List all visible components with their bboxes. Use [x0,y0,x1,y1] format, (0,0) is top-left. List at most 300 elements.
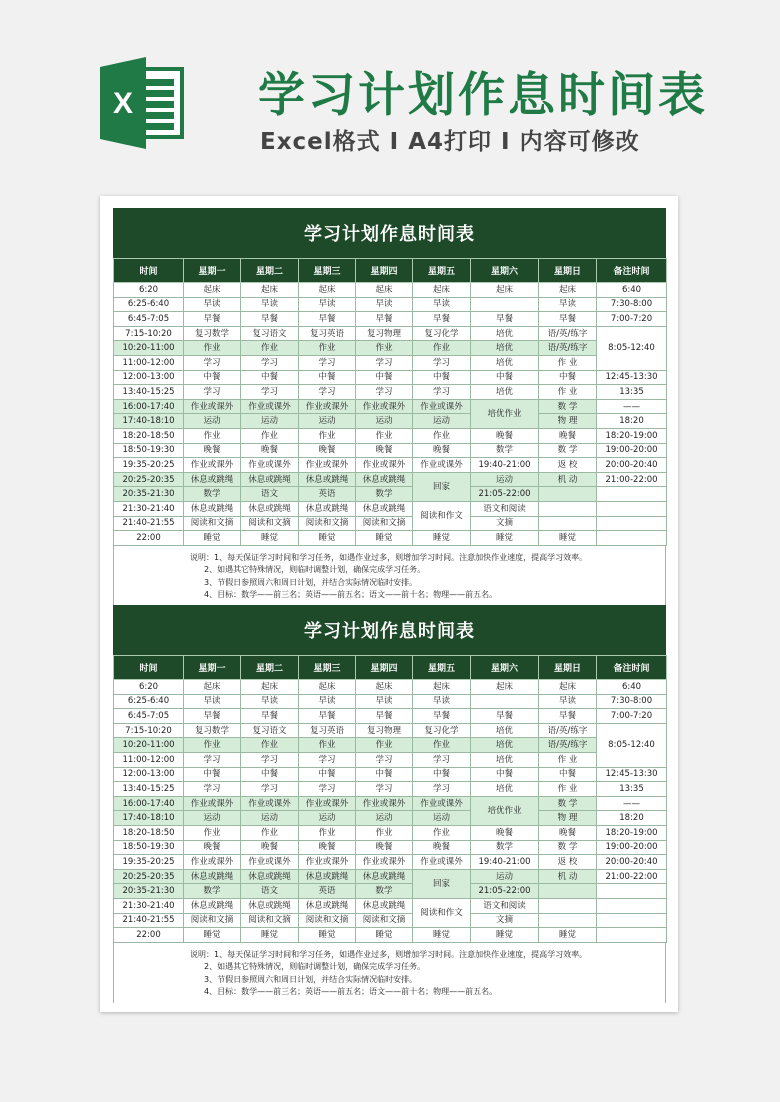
schedule-cell[interactable]: 培优 [471,355,539,370]
schedule-cell[interactable]: 12:45-13:30 [597,370,667,385]
time-cell[interactable]: 6:20 [114,283,184,298]
time-cell[interactable]: 22:00 [114,531,184,546]
schedule-cell[interactable] [597,516,667,531]
schedule-cell[interactable]: 中餐 [356,370,413,385]
time-cell[interactable]: 21:40-21:55 [114,516,184,531]
schedule-cell[interactable]: 睡觉 [539,531,597,546]
schedule-cell[interactable]: 睡觉 [356,531,413,546]
time-cell[interactable]: 20:25-20:35 [114,869,184,884]
schedule-cell[interactable]: 培优 [471,782,539,797]
schedule-cell[interactable]: 复习语文 [241,326,299,341]
time-cell[interactable]: 21:30-21:40 [114,501,184,516]
schedule-cell[interactable]: 数学 [184,884,241,899]
schedule-cell[interactable] [597,884,667,899]
schedule-cell[interactable]: 作业或课外 [241,796,299,811]
schedule-cell[interactable]: 作业或课外 [356,855,413,870]
time-cell[interactable]: 16:00-17:40 [114,399,184,414]
schedule-cell[interactable]: 运动 [471,472,539,487]
schedule-cell[interactable]: 学习 [241,355,299,370]
schedule-cell[interactable]: 起床 [539,283,597,298]
schedule-cell[interactable]: 起床 [299,680,356,695]
time-cell[interactable]: 19:35-20:25 [114,855,184,870]
schedule-cell[interactable]: 英语 [299,884,356,899]
time-cell[interactable]: 10:20-11:00 [114,341,184,356]
time-cell[interactable]: 12:00-13:00 [114,767,184,782]
time-cell[interactable]: 11:00-12:00 [114,752,184,767]
schedule-cell[interactable]: 作业或课外 [299,796,356,811]
time-cell[interactable]: 22:00 [114,928,184,943]
time-cell[interactable]: 20:35-21:30 [114,884,184,899]
schedule-cell[interactable]: 学习 [356,355,413,370]
schedule-cell[interactable]: 作业 [241,428,299,443]
schedule-cell[interactable]: 中餐 [299,370,356,385]
schedule-cell[interactable]: 作业 [184,341,241,356]
schedule-cell[interactable]: 睡觉 [413,531,471,546]
schedule-cell[interactable]: 作业或课外 [413,458,471,473]
schedule-cell[interactable]: 晚餐 [241,840,299,855]
schedule-cell[interactable]: 起床 [184,680,241,695]
schedule-cell[interactable]: 学习 [241,385,299,400]
schedule-cell[interactable]: 早读 [539,297,597,312]
schedule-cell[interactable]: 培优 [471,752,539,767]
schedule-cell[interactable]: 起床 [471,680,539,695]
schedule-cell[interactable]: 作业或课外 [184,796,241,811]
schedule-cell[interactable]: 运动 [184,414,241,429]
time-cell[interactable]: 7:15-10:20 [114,326,184,341]
time-cell[interactable]: 6:20 [114,680,184,695]
schedule-cell[interactable]: 语/英/练字 [539,723,597,738]
schedule-cell[interactable]: 作业或课外 [184,399,241,414]
schedule-cell[interactable]: 阅读和文摘 [184,516,241,531]
schedule-cell[interactable]: 学习 [413,752,471,767]
schedule-cell[interactable]: 中餐 [539,370,597,385]
schedule-cell[interactable]: 培优 [471,385,539,400]
schedule-cell[interactable] [539,913,597,928]
time-cell[interactable]: 17:40-18:10 [114,414,184,429]
schedule-cell[interactable] [597,928,667,943]
schedule-cell[interactable]: 语/英/练字 [539,341,597,356]
schedule-cell[interactable]: 8:05-12:40 [597,326,667,370]
schedule-cell[interactable]: 晚餐 [471,825,539,840]
schedule-cell[interactable]: 晚餐 [413,443,471,458]
schedule-cell[interactable]: 7:30-8:00 [597,297,667,312]
schedule-cell[interactable]: 作业或课外 [241,399,299,414]
schedule-cell[interactable]: 语/英/练字 [539,326,597,341]
schedule-cell[interactable]: 语文 [241,487,299,502]
schedule-cell[interactable]: 中餐 [471,370,539,385]
schedule-cell[interactable]: 作业 [356,825,413,840]
schedule-cell[interactable] [471,694,539,709]
schedule-cell[interactable]: 语文 [241,884,299,899]
schedule-cell[interactable]: 复习物理 [356,723,413,738]
schedule-cell[interactable]: 作 业 [539,782,597,797]
schedule-cell[interactable]: 晚餐 [356,443,413,458]
schedule-cell[interactable]: 中餐 [241,767,299,782]
schedule-cell[interactable]: 休息或跳绳 [299,472,356,487]
schedule-cell[interactable]: 18:20-19:00 [597,428,667,443]
schedule-cell[interactable]: 数学 [471,840,539,855]
time-cell[interactable]: 6:25-6:40 [114,694,184,709]
schedule-cell[interactable]: 中餐 [471,767,539,782]
schedule-cell[interactable] [539,898,597,913]
schedule-cell[interactable]: 晚餐 [539,825,597,840]
schedule-cell[interactable]: 19:00-20:00 [597,840,667,855]
schedule-cell[interactable]: 学习 [299,752,356,767]
schedule-cell[interactable]: 18:20 [597,811,667,826]
schedule-cell[interactable]: 作业 [413,825,471,840]
schedule-cell[interactable]: 7:30-8:00 [597,694,667,709]
schedule-cell[interactable]: 学习 [356,752,413,767]
schedule-cell[interactable]: 复习化学 [413,723,471,738]
schedule-cell[interactable]: 作业 [356,428,413,443]
schedule-cell[interactable]: 数学 [356,487,413,502]
schedule-cell[interactable]: 作业或课外 [356,796,413,811]
schedule-cell[interactable]: 培优 [471,326,539,341]
schedule-cell[interactable]: 复习数学 [184,326,241,341]
schedule-cell[interactable]: 作业 [299,341,356,356]
schedule-cell[interactable]: 语文和阅读 [471,501,539,516]
schedule-cell[interactable]: 休息或跳绳 [241,898,299,913]
schedule-cell[interactable]: 回家 [413,869,471,898]
schedule-cell[interactable]: 起床 [413,283,471,298]
schedule-cell[interactable]: 学习 [413,782,471,797]
schedule-cell[interactable]: 作业 [184,825,241,840]
schedule-cell[interactable]: 作业或课外 [413,399,471,414]
schedule-cell[interactable]: 作业或课外 [184,855,241,870]
schedule-cell[interactable] [539,487,597,502]
schedule-cell[interactable]: 运动 [184,811,241,826]
schedule-cell[interactable]: 早读 [413,297,471,312]
schedule-cell[interactable]: 数学 [356,884,413,899]
schedule-cell[interactable]: 复习英语 [299,326,356,341]
schedule-cell[interactable]: 早餐 [241,312,299,327]
schedule-cell[interactable]: 作业或课外 [299,458,356,473]
schedule-cell[interactable]: 文摘 [471,913,539,928]
schedule-cell[interactable]: 20:00-20:40 [597,458,667,473]
schedule-cell[interactable]: 作业 [184,428,241,443]
schedule-cell[interactable]: 复习化学 [413,326,471,341]
schedule-cell[interactable]: 中餐 [356,767,413,782]
schedule-cell[interactable]: 中餐 [299,767,356,782]
schedule-cell[interactable]: 早餐 [413,312,471,327]
schedule-cell[interactable] [597,487,667,502]
time-cell[interactable]: 17:40-18:10 [114,811,184,826]
schedule-cell[interactable]: 作业 [299,738,356,753]
schedule-cell[interactable]: 中餐 [413,767,471,782]
schedule-cell[interactable]: 作业或课外 [299,399,356,414]
schedule-cell[interactable]: 复习语文 [241,723,299,738]
schedule-cell[interactable]: 培优 [471,738,539,753]
schedule-cell[interactable]: 早读 [184,694,241,709]
schedule-cell[interactable]: 睡觉 [299,531,356,546]
schedule-cell[interactable]: 阅读和文摘 [241,516,299,531]
schedule-cell[interactable]: 早餐 [184,312,241,327]
schedule-cell[interactable]: 数 学 [539,399,597,414]
schedule-cell[interactable] [597,531,667,546]
schedule-cell[interactable]: 运动 [413,811,471,826]
time-cell[interactable]: 6:25-6:40 [114,297,184,312]
schedule-cell[interactable]: 复习数学 [184,723,241,738]
schedule-cell[interactable]: 休息或跳绳 [299,501,356,516]
schedule-cell[interactable]: 睡觉 [184,531,241,546]
schedule-cell[interactable]: 休息或跳绳 [356,869,413,884]
schedule-cell[interactable]: 19:40-21:00 [471,458,539,473]
schedule-cell[interactable]: 休息或跳绳 [241,501,299,516]
schedule-cell[interactable]: 阅读和文摘 [184,913,241,928]
schedule-cell[interactable] [597,913,667,928]
schedule-cell[interactable]: 运动 [241,811,299,826]
schedule-cell[interactable]: 早读 [356,694,413,709]
schedule-cell[interactable]: 中餐 [539,767,597,782]
schedule-cell[interactable]: 学习 [184,782,241,797]
schedule-cell[interactable]: 21:05-22:00 [471,884,539,899]
time-cell[interactable]: 18:50-19:30 [114,443,184,458]
schedule-cell[interactable]: 早餐 [471,312,539,327]
schedule-cell[interactable]: 作业或课外 [299,855,356,870]
schedule-cell[interactable]: 阅读和作文 [413,501,471,530]
schedule-cell[interactable]: 阅读和作文 [413,898,471,927]
schedule-cell[interactable]: 培优 [471,723,539,738]
schedule-cell[interactable]: 晚餐 [413,840,471,855]
schedule-cell[interactable]: 19:40-21:00 [471,855,539,870]
schedule-cell[interactable]: 起床 [356,283,413,298]
schedule-cell[interactable]: 学习 [413,355,471,370]
schedule-cell[interactable]: 作业 [241,825,299,840]
schedule-cell[interactable]: 13:35 [597,782,667,797]
schedule-cell[interactable]: 作业或课外 [413,855,471,870]
schedule-cell[interactable] [597,898,667,913]
schedule-cell[interactable]: 6:40 [597,680,667,695]
time-cell[interactable]: 12:00-13:00 [114,370,184,385]
schedule-cell[interactable]: 睡觉 [299,928,356,943]
schedule-cell[interactable]: 休息或跳绳 [356,898,413,913]
schedule-cell[interactable]: 19:00-20:00 [597,443,667,458]
schedule-cell[interactable]: 休息或跳绳 [184,869,241,884]
schedule-cell[interactable]: 复习物理 [356,326,413,341]
schedule-cell[interactable]: 运动 [356,414,413,429]
schedule-cell[interactable]: 阅读和文摘 [356,913,413,928]
schedule-cell[interactable]: 休息或跳绳 [356,472,413,487]
schedule-cell[interactable]: 起床 [299,283,356,298]
schedule-cell[interactable] [539,884,597,899]
schedule-cell[interactable]: 运动 [299,414,356,429]
schedule-cell[interactable]: 早读 [241,297,299,312]
time-cell[interactable]: 13:40-15:25 [114,782,184,797]
schedule-cell[interactable]: 睡觉 [471,531,539,546]
schedule-cell[interactable]: 返 校 [539,458,597,473]
schedule-cell[interactable]: 语文和阅读 [471,898,539,913]
schedule-cell[interactable]: 作业 [356,738,413,753]
schedule-cell[interactable]: 休息或跳绳 [184,472,241,487]
time-cell[interactable]: 19:35-20:25 [114,458,184,473]
schedule-cell[interactable]: 学习 [184,385,241,400]
schedule-cell[interactable]: 学习 [356,385,413,400]
schedule-cell[interactable]: —— [597,399,667,414]
schedule-cell[interactable]: 早餐 [184,709,241,724]
schedule-cell[interactable]: 早读 [413,694,471,709]
schedule-cell[interactable]: 起床 [539,680,597,695]
schedule-cell[interactable]: 早读 [539,694,597,709]
schedule-cell[interactable]: 作业或课外 [241,458,299,473]
schedule-cell[interactable]: 7:00-7:20 [597,709,667,724]
schedule-cell[interactable]: 睡觉 [184,928,241,943]
time-cell[interactable]: 20:35-21:30 [114,487,184,502]
schedule-cell[interactable]: 作业或课外 [413,796,471,811]
schedule-cell[interactable]: 学习 [299,355,356,370]
schedule-cell[interactable]: 起床 [471,283,539,298]
schedule-cell[interactable]: 培优作业 [471,399,539,428]
schedule-cell[interactable]: 早读 [356,297,413,312]
schedule-cell[interactable]: 作业或课外 [241,855,299,870]
schedule-cell[interactable]: 7:00-7:20 [597,312,667,327]
schedule-cell[interactable]: 起床 [184,283,241,298]
schedule-cell[interactable]: 20:00-20:40 [597,855,667,870]
schedule-cell[interactable]: 阅读和文摘 [356,516,413,531]
schedule-cell[interactable]: 机 动 [539,472,597,487]
schedule-cell[interactable]: 睡觉 [241,928,299,943]
schedule-cell[interactable]: 晚餐 [299,840,356,855]
schedule-cell[interactable]: 培优作业 [471,796,539,825]
schedule-cell[interactable]: 作业 [184,738,241,753]
schedule-cell[interactable]: 阅读和文摘 [299,516,356,531]
schedule-cell[interactable]: 学习 [241,782,299,797]
schedule-cell[interactable]: 晚餐 [356,840,413,855]
schedule-cell[interactable]: 数学 [471,443,539,458]
schedule-cell[interactable]: 12:45-13:30 [597,767,667,782]
schedule-cell[interactable]: 回家 [413,472,471,501]
schedule-cell[interactable]: 早读 [299,694,356,709]
schedule-cell[interactable]: 运动 [299,811,356,826]
schedule-cell[interactable]: 晚餐 [184,443,241,458]
schedule-cell[interactable]: 起床 [241,680,299,695]
schedule-cell[interactable]: 晚餐 [241,443,299,458]
schedule-cell[interactable]: 起床 [413,680,471,695]
schedule-cell[interactable]: 早餐 [241,709,299,724]
schedule-cell[interactable]: 睡觉 [471,928,539,943]
schedule-cell[interactable]: 作 业 [539,355,597,370]
schedule-cell[interactable]: 作业或课外 [184,458,241,473]
schedule-cell[interactable]: 早餐 [413,709,471,724]
time-cell[interactable]: 21:40-21:55 [114,913,184,928]
time-cell[interactable]: 13:40-15:25 [114,385,184,400]
schedule-cell[interactable]: 睡觉 [539,928,597,943]
schedule-cell[interactable]: 中餐 [184,767,241,782]
schedule-cell[interactable]: 物 理 [539,811,597,826]
schedule-cell[interactable]: 作业 [241,738,299,753]
time-cell[interactable]: 16:00-17:40 [114,796,184,811]
schedule-cell[interactable]: 阅读和文摘 [241,913,299,928]
schedule-cell[interactable]: 语/英/练字 [539,738,597,753]
schedule-cell[interactable]: —— [597,796,667,811]
schedule-cell[interactable]: 6:40 [597,283,667,298]
schedule-cell[interactable]: 英语 [299,487,356,502]
schedule-cell[interactable]: 早读 [184,297,241,312]
schedule-cell[interactable]: 作业或课外 [356,458,413,473]
schedule-cell[interactable]: 作业或课外 [356,399,413,414]
schedule-cell[interactable]: 休息或跳绳 [356,501,413,516]
schedule-cell[interactable]: 学习 [184,752,241,767]
schedule-cell[interactable]: 运动 [413,414,471,429]
schedule-cell[interactable]: 学习 [184,355,241,370]
schedule-cell[interactable]: 数 学 [539,840,597,855]
schedule-cell[interactable] [539,516,597,531]
schedule-cell[interactable]: 数 学 [539,443,597,458]
schedule-cell[interactable]: 运动 [471,869,539,884]
schedule-cell[interactable]: 中餐 [241,370,299,385]
schedule-cell[interactable]: 早餐 [299,709,356,724]
schedule-cell[interactable]: 睡觉 [241,531,299,546]
schedule-cell[interactable]: 学习 [413,385,471,400]
schedule-cell[interactable]: 18:20-19:00 [597,825,667,840]
schedule-cell[interactable]: 作业 [413,738,471,753]
schedule-cell[interactable]: 晚餐 [299,443,356,458]
schedule-cell[interactable]: 起床 [241,283,299,298]
schedule-cell[interactable]: 数学 [184,487,241,502]
schedule-cell[interactable]: 机 动 [539,869,597,884]
schedule-cell[interactable]: 早读 [241,694,299,709]
schedule-cell[interactable]: 8:05-12:40 [597,723,667,767]
time-cell[interactable]: 6:45-7:05 [114,312,184,327]
time-cell[interactable]: 20:25-20:35 [114,472,184,487]
schedule-cell[interactable] [471,297,539,312]
schedule-cell[interactable]: 休息或跳绳 [184,501,241,516]
schedule-cell[interactable]: 睡觉 [413,928,471,943]
schedule-cell[interactable]: 数 学 [539,796,597,811]
schedule-cell[interactable]: 晚餐 [539,428,597,443]
schedule-cell[interactable]: 休息或跳绳 [299,869,356,884]
schedule-cell[interactable]: 作业 [413,428,471,443]
schedule-cell[interactable]: 早餐 [356,312,413,327]
time-cell[interactable]: 6:45-7:05 [114,709,184,724]
schedule-cell[interactable]: 运动 [356,811,413,826]
schedule-cell[interactable]: 13:35 [597,385,667,400]
schedule-cell[interactable] [539,501,597,516]
schedule-cell[interactable] [597,501,667,516]
schedule-cell[interactable]: 复习英语 [299,723,356,738]
time-cell[interactable]: 10:20-11:00 [114,738,184,753]
schedule-cell[interactable]: 培优 [471,341,539,356]
schedule-cell[interactable]: 作业 [299,825,356,840]
time-cell[interactable]: 18:50-19:30 [114,840,184,855]
schedule-cell[interactable]: 休息或跳绳 [241,869,299,884]
schedule-cell[interactable]: 18:20 [597,414,667,429]
schedule-cell[interactable]: 21:00-22:00 [597,869,667,884]
schedule-cell[interactable]: 学习 [299,385,356,400]
time-cell[interactable]: 18:20-18:50 [114,428,184,443]
schedule-cell[interactable]: 学习 [299,782,356,797]
schedule-cell[interactable]: 运动 [241,414,299,429]
schedule-cell[interactable]: 睡觉 [356,928,413,943]
schedule-cell[interactable]: 作业 [356,341,413,356]
schedule-cell[interactable]: 物 理 [539,414,597,429]
schedule-cell[interactable]: 休息或跳绳 [299,898,356,913]
schedule-cell[interactable]: 起床 [356,680,413,695]
schedule-cell[interactable]: 早餐 [539,709,597,724]
schedule-cell[interactable]: 文摘 [471,516,539,531]
schedule-cell[interactable]: 作 业 [539,385,597,400]
schedule-cell[interactable]: 作 业 [539,752,597,767]
time-cell[interactable]: 7:15-10:20 [114,723,184,738]
schedule-cell[interactable]: 返 校 [539,855,597,870]
schedule-cell[interactable]: 作业 [299,428,356,443]
schedule-cell[interactable]: 中餐 [184,370,241,385]
schedule-cell[interactable]: 阅读和文摘 [299,913,356,928]
schedule-cell[interactable]: 晚餐 [184,840,241,855]
schedule-cell[interactable]: 早餐 [471,709,539,724]
schedule-cell[interactable]: 早读 [299,297,356,312]
schedule-cell[interactable]: 学习 [241,752,299,767]
schedule-cell[interactable]: 休息或跳绳 [241,472,299,487]
